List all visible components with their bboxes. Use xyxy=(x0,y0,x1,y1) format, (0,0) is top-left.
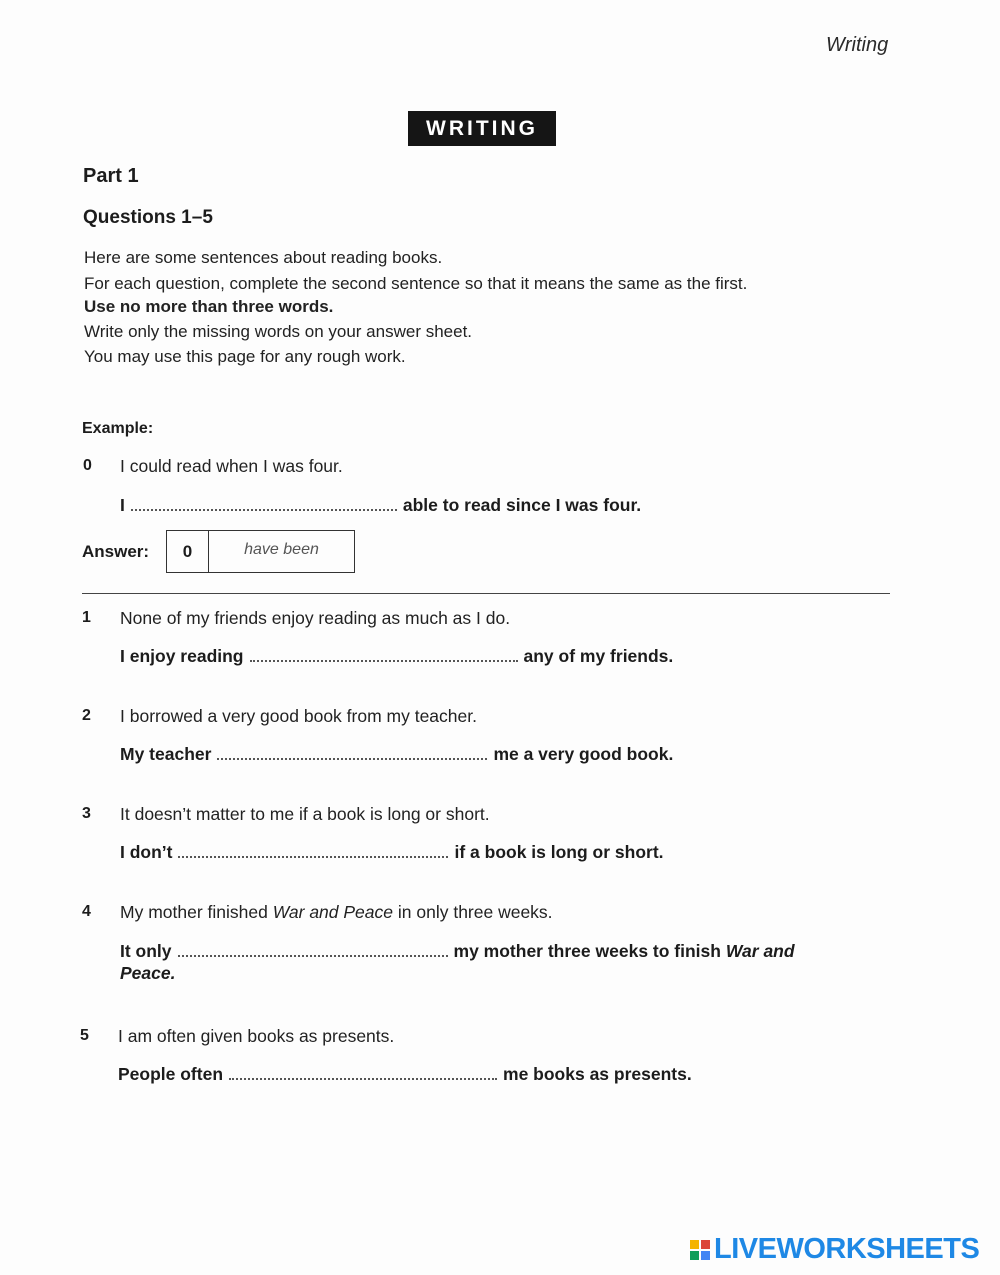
question-number: 3 xyxy=(82,805,91,822)
answer-blank[interactable] xyxy=(178,854,448,858)
question-sentence: I borrowed a very good book from my teacher. xyxy=(120,706,477,726)
question-number: 1 xyxy=(82,609,91,626)
question-prefix: It only xyxy=(120,941,172,961)
question-suffix: me books as presents. xyxy=(503,1064,692,1084)
example-answer-number: 0 xyxy=(167,531,209,572)
question-gap-line xyxy=(118,1064,692,1085)
instruction-line-emphasis: Use no more than three words. xyxy=(84,297,334,316)
section-title-box: WRITING xyxy=(408,111,556,146)
question-prefix: I don’t xyxy=(120,842,173,862)
question-sentence: I am often given books as presents. xyxy=(118,1026,395,1046)
question-sentence: None of my friends enjoy reading as much as I do. xyxy=(120,608,511,628)
instruction-line: You may use this page for any rough work. xyxy=(84,347,406,366)
example-number: 0 xyxy=(83,457,92,474)
questions-range: Questions 1–5 xyxy=(83,207,213,228)
logo-text: LIVEWORKSHEETS xyxy=(714,1233,980,1265)
question-suffix: me a very good book. xyxy=(493,744,674,764)
question-prefix: My teacher xyxy=(120,744,212,764)
example-answer-text: have been xyxy=(244,541,319,558)
question-number: 2 xyxy=(82,707,91,724)
example-suffix: able to read since I was four. xyxy=(402,495,642,515)
question-suffix: my mother three weeks to finish xyxy=(453,941,721,961)
section-divider xyxy=(82,593,890,594)
answer-blank[interactable] xyxy=(250,658,518,662)
example-blank xyxy=(131,507,397,511)
book-title: War and Peace xyxy=(272,902,394,922)
answer-blank[interactable] xyxy=(178,953,448,957)
question-gap-line xyxy=(120,842,664,863)
example-sentence: I could read when I was four. xyxy=(120,456,343,476)
example-answer-box xyxy=(166,530,355,573)
question-prefix: I enjoy reading xyxy=(120,646,244,666)
answer-label: Answer: xyxy=(82,542,150,561)
question-number: 4 xyxy=(82,903,91,920)
running-head: Writing xyxy=(826,34,889,56)
question-gap-line xyxy=(120,941,795,962)
question-gap-line xyxy=(120,646,673,667)
answer-blank[interactable] xyxy=(229,1076,497,1080)
question-prefix: People often xyxy=(118,1064,224,1084)
logo-grid-icon xyxy=(690,1240,710,1260)
example-gap-line xyxy=(120,495,641,516)
question-number: 5 xyxy=(80,1027,89,1044)
question-sentence: My mother finished War and Peace in only three weeks. xyxy=(120,902,553,922)
example-label: Example: xyxy=(82,420,154,437)
answer-blank[interactable] xyxy=(217,756,487,760)
question-suffix: if a book is long or short. xyxy=(454,842,664,862)
instruction-line: For each question, complete the second sentence so that it means the same as the first. xyxy=(84,274,748,293)
question-gap-line xyxy=(120,744,673,765)
instruction-line: Here are some sentences about reading books. xyxy=(84,248,443,267)
instruction-line: Write only the missing words on your answer sheet. xyxy=(84,322,473,341)
question-suffix: any of my friends. xyxy=(523,646,674,666)
part-title: Part 1 xyxy=(83,165,139,187)
example-prefix: I xyxy=(120,495,125,515)
liveworksheets-logo xyxy=(690,1233,979,1266)
question-gap-line-continued xyxy=(120,963,175,984)
book-title: Peace. xyxy=(120,963,176,983)
book-title: War and xyxy=(725,941,795,961)
question-sentence: It doesn’t matter to me if a book is long or short. xyxy=(120,804,490,824)
